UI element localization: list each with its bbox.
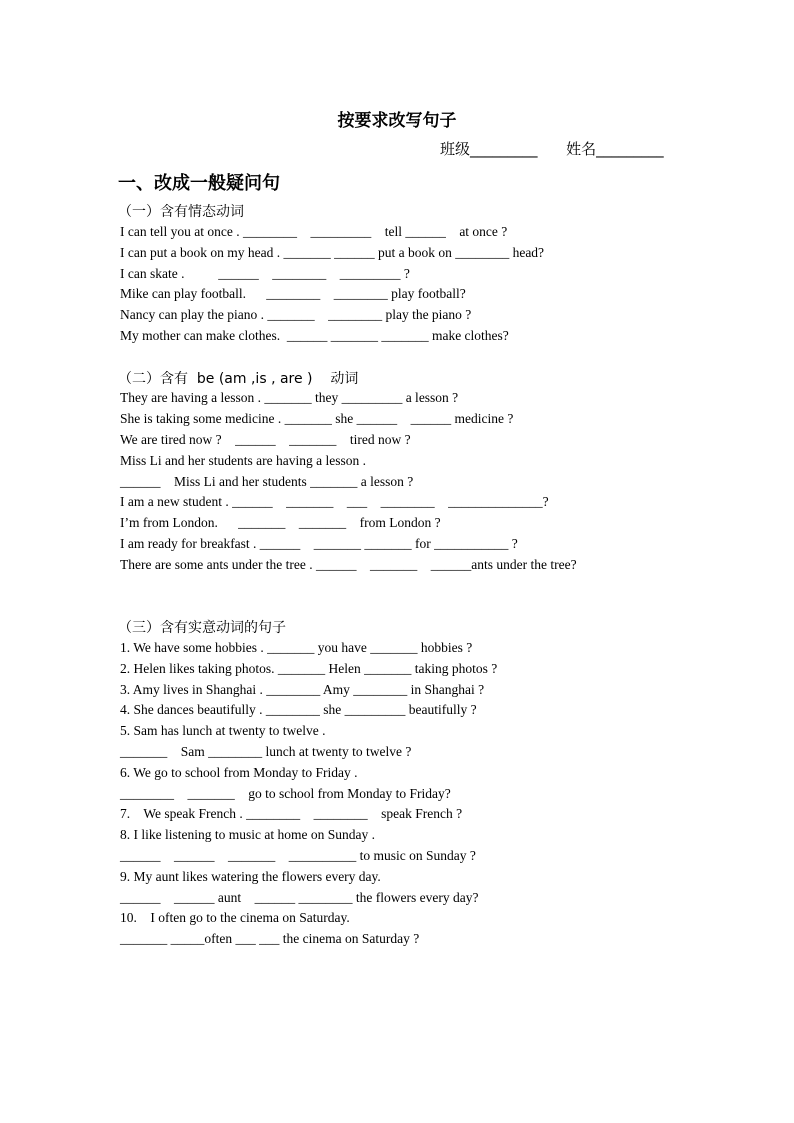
exercise-line: They are having a lesson . _______ they _________ a lesson ? xyxy=(120,390,459,405)
class-name-line: 班级_________ 姓名_________ xyxy=(440,140,664,158)
exercise-line: _______ _____often ___ ___ the cinema on Saturday ? xyxy=(120,931,420,946)
exercise-line: 1. We have some hobbies . _______ you have _______ hobbies ? xyxy=(120,640,473,655)
exercise-line: We are tired now ? ______ _______ tired now ? xyxy=(120,432,411,447)
exercise-line: My mother can make clothes. ______ _______ _______ make clothes? xyxy=(120,328,509,343)
exercise-line: Miss Li and her students are having a lesson . xyxy=(120,453,366,468)
exercise-line: ______ ______ _______ __________ to music on Sunday ? xyxy=(120,848,476,863)
exercise-line: ______ ______ aunt ______ ________ the flowers every day? xyxy=(120,890,479,905)
part3-heading: （三）含有实意动词的句子 xyxy=(118,620,286,636)
exercise-line: There are some ants under the tree . ______ _______ ______ants under the tree? xyxy=(120,557,577,572)
exercise-line: 2. Helen likes taking photos. _______ Helen _______ taking photos ? xyxy=(120,661,498,676)
exercise-line: Nancy can play the piano . _______ ________ play the piano ? xyxy=(120,307,472,322)
exercise-line: Mike can play football. ________ ________ play football? xyxy=(120,286,466,301)
exercise-line: 5. Sam has lunch at twenty to twelve . xyxy=(120,723,326,738)
exercise-line: I can tell you at once . ________ _________ tell ______ at once ? xyxy=(120,224,508,239)
part1-heading: （一）含有情态动词 xyxy=(118,204,244,220)
section1-heading: 一、改成一般疑问句 xyxy=(118,173,280,194)
part2-heading: （二）含有 be (am ,is , are ) 动词 xyxy=(118,371,359,387)
exercise-line: I am ready for breakfast . ______ _______ _______ for ___________ ? xyxy=(120,536,518,551)
exercise-line: 3. Amy lives in Shanghai . ________ Amy ________ in Shanghai ? xyxy=(120,682,485,697)
exercise-line: She is taking some medicine . _______ she ______ ______ medicine ? xyxy=(120,411,514,426)
exercise-line: 4. She dances beautifully . ________ she _________ beautifully ? xyxy=(120,702,477,717)
page-title: 按要求改写句子 xyxy=(337,111,457,131)
exercise-line: 6. We go to school from Monday to Friday . xyxy=(120,765,358,780)
exercise-line: I am a new student . ______ _______ ___ ________ ______________? xyxy=(120,494,549,509)
exercise-line: I’m from London. _______ _______ from London ? xyxy=(120,515,441,530)
exercise-line: 10. I often go to the cinema on Saturday. xyxy=(120,910,350,925)
exercise-line: I can skate . ______ ________ _________ ? xyxy=(120,266,410,281)
exercise-line: _______ Sam ________ lunch at twenty to twelve ? xyxy=(120,744,412,759)
exercise-line: I can put a book on my head . _______ ______ put a book on ________ head? xyxy=(120,245,545,260)
exercise-line: 9. My aunt likes watering the flowers every day. xyxy=(120,869,381,884)
exercise-line: 7. We speak French . ________ ________ speak French ? xyxy=(120,806,463,821)
exercise-line: ______ Miss Li and her students _______ a lesson ? xyxy=(120,474,414,489)
exercise-line: 8. I like listening to music at home on Sunday . xyxy=(120,827,375,842)
exercise-line: ________ _______ go to school from Monday to Friday? xyxy=(120,786,451,801)
